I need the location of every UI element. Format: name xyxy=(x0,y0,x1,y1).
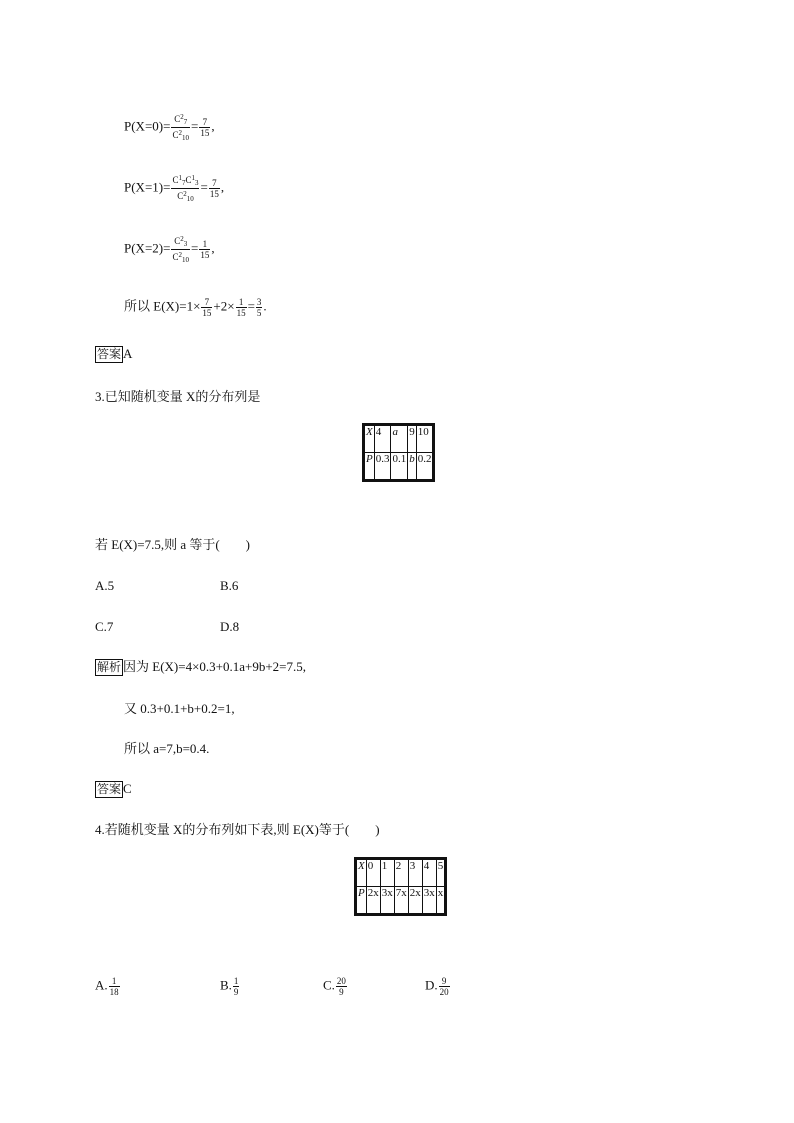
table-cell: 4 xyxy=(374,425,391,453)
table-cell: x xyxy=(436,887,446,915)
comb-fraction: $\frac{C^2_3}{C^2_{10}}$ xyxy=(172,235,189,264)
answer-tag: 答案 xyxy=(97,347,122,361)
table-row xyxy=(364,453,434,481)
table-cell: 2x xyxy=(366,887,380,915)
table-cell: 3 xyxy=(408,859,422,887)
q3-option-c[interactable]: C.7 xyxy=(95,619,114,634)
table-cell: 1 xyxy=(380,859,394,887)
prob-x1-lhs: P(X=1)= xyxy=(124,179,171,195)
q3-analysis-line3: 所以 a=7,b=0.4. xyxy=(124,741,210,756)
q4-stem: 4.若随机变量 X的分布列如下表,则 E(X)等于( ) xyxy=(95,822,380,837)
fraction: $\frac{1}{18}$ xyxy=(109,976,119,997)
q3-distribution-table xyxy=(362,423,435,482)
q3-option-d[interactable]: D.8 xyxy=(220,619,240,634)
q3-stem: 3.已知随机变量 X的分布列是 xyxy=(95,389,261,404)
prob-x0-lhs: P(X=0)= xyxy=(124,118,171,134)
table-cell: 3x xyxy=(422,887,436,915)
table-cell: 9 xyxy=(408,425,417,453)
table-row xyxy=(356,859,446,887)
fraction: $\frac{1}{9}$ xyxy=(233,976,239,997)
analysis-tag: 解析 xyxy=(97,660,122,674)
option-label: C. xyxy=(323,977,335,993)
prob-x0-line: P(X=0)= $\frac{C^2_7}{C^2_{10}}$ = $\frac{7}{15}$ , xyxy=(124,113,215,142)
result-fraction: $\frac{7}{15}$ xyxy=(209,178,219,199)
table-cell: a xyxy=(391,425,408,453)
q3-analysis-line1 xyxy=(95,659,306,676)
table-cell: 10 xyxy=(416,425,434,453)
table-cell: 0.3 xyxy=(374,453,391,481)
fraction: $\frac{9}{20}$ xyxy=(439,976,449,997)
q4-option-c[interactable] xyxy=(323,976,348,997)
result-fraction: $\frac{1}{15}$ xyxy=(200,239,210,260)
table-cell: 0.2 xyxy=(416,453,434,481)
option-label: D. xyxy=(425,977,438,993)
table-row xyxy=(356,887,446,915)
table-cell: P xyxy=(356,887,367,915)
answer-value: A xyxy=(123,346,133,361)
table-cell: b xyxy=(408,453,417,481)
prob-x1-line: P(X=1)= $\frac{C^1_7C^1_3}{C^2_{10}}$ = $\frac{7}{15}$ , xyxy=(124,174,225,203)
table-cell: X xyxy=(356,859,367,887)
q3-option-a[interactable]: A.5 xyxy=(95,578,115,593)
answer-value: C xyxy=(123,781,132,796)
table-cell: 5 xyxy=(436,859,446,887)
analysis-text: 因为 E(X)=4×0.3+0.1a+9b+2=7.5, xyxy=(123,659,307,674)
q3-option-b[interactable]: B.6 xyxy=(220,578,239,593)
table-cell: 3x xyxy=(380,887,394,915)
prob-x2-line: P(X=2)= $\frac{C^2_3}{C^2_{10}}$ = $\frac{1}{15}$ , xyxy=(124,235,215,264)
q3-answer-line xyxy=(95,781,132,798)
table-cell: X xyxy=(364,425,375,453)
q4-distribution-table xyxy=(354,857,447,916)
answer-tag: 答案 xyxy=(97,782,122,796)
table-cell: 0.1 xyxy=(391,453,408,481)
q4-option-b[interactable] xyxy=(220,976,240,997)
option-label: A. xyxy=(95,977,108,993)
q3-condition: 若 E(X)=7.5,则 a 等于( ) xyxy=(95,537,250,552)
table-cell: 2x xyxy=(408,887,422,915)
expectation-line: 所以 E(X)=1× $\frac{7}{15}$ +2× $\frac{1}{15}$ = $\frac{3}{5}$ . xyxy=(124,297,267,318)
option-label: B. xyxy=(220,977,232,993)
answer-line-prev xyxy=(95,346,132,363)
table-cell: 4 xyxy=(422,859,436,887)
table-cell: 2 xyxy=(394,859,408,887)
table-cell: 0 xyxy=(366,859,380,887)
table-cell: P xyxy=(364,453,375,481)
comb-fraction: $\frac{C^2_7}{C^2_{10}}$ xyxy=(172,113,189,142)
table-cell: 7x xyxy=(394,887,408,915)
q4-option-d[interactable] xyxy=(425,976,451,997)
q3-analysis-line2: 又 0.3+0.1+b+0.2=1, xyxy=(124,701,235,716)
result-fraction: $\frac{7}{15}$ xyxy=(200,117,210,138)
fraction: $\frac{7}{15}$ xyxy=(202,297,212,318)
prob-x2-lhs: P(X=2)= xyxy=(124,240,171,256)
fraction: $\frac{1}{15}$ xyxy=(236,297,246,318)
table-row xyxy=(364,425,434,453)
fraction: $\frac{20}{9}$ xyxy=(336,976,346,997)
fraction: $\frac{3}{5}$ xyxy=(256,297,262,318)
q4-option-a[interactable] xyxy=(95,976,121,997)
comb-fraction: $\frac{C^1_7C^1_3}{C^2_{10}}$ xyxy=(172,174,199,203)
